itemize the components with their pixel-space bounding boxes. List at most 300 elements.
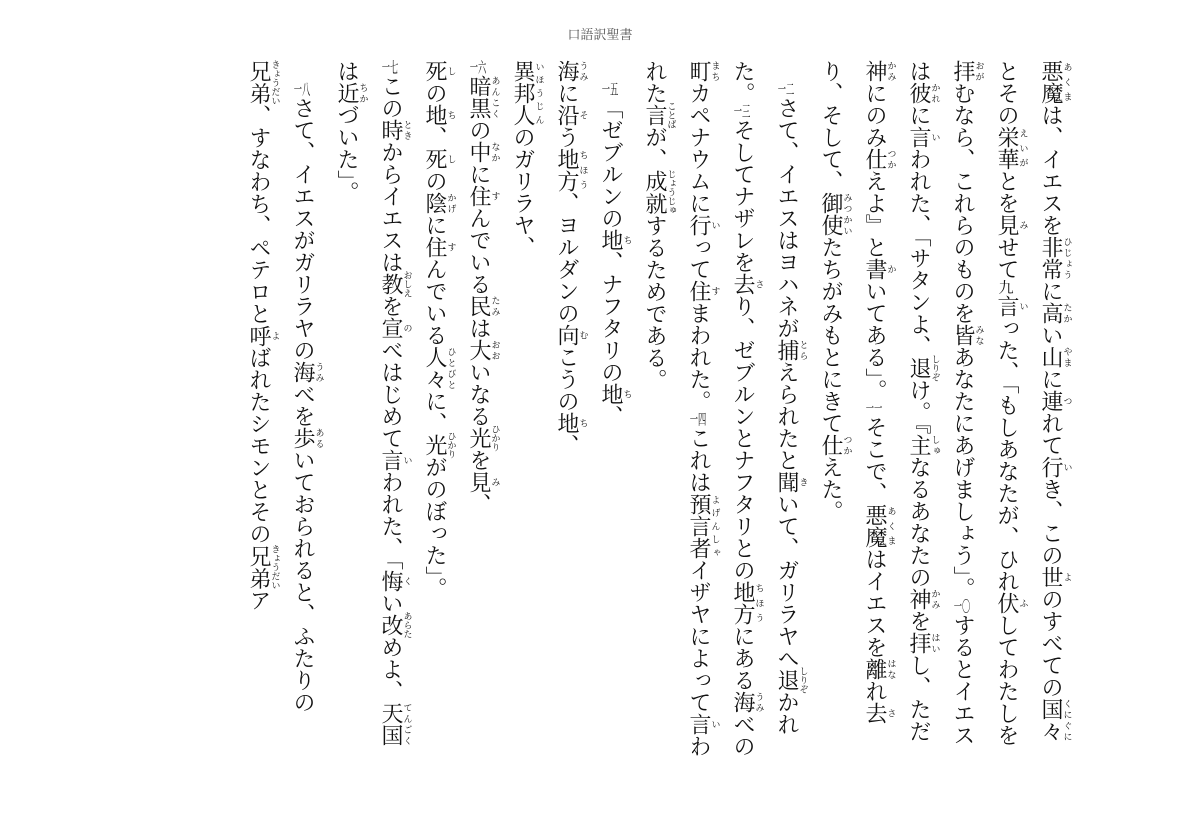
- text-run: 、: [554, 434, 579, 456]
- ruby-reading: よ: [269, 324, 280, 347]
- text-run: 、: [422, 126, 447, 148]
- text-run: ばれたシモンとその: [246, 346, 271, 545]
- text-run: を: [378, 295, 403, 317]
- ruby-base: 聞: [774, 471, 799, 493]
- text-run: んでいる: [422, 258, 447, 346]
- text-run: この: [378, 75, 403, 119]
- verse-number: 一三: [733, 104, 751, 119]
- ruby-reading: うみ: [753, 691, 764, 713]
- ruby-base: 去: [862, 702, 887, 724]
- ruby-base: 神: [862, 60, 887, 82]
- text-run: とを: [994, 170, 1019, 214]
- ruby-reading: す: [709, 280, 720, 302]
- ruby-reading: なか: [489, 141, 500, 163]
- text-run: するとイエスは: [906, 60, 975, 746]
- ruby-base: 光: [466, 424, 491, 452]
- ruby-reading: かみ: [885, 60, 896, 82]
- ruby-reading: そ: [577, 104, 588, 126]
- ruby-base: 書: [862, 258, 887, 280]
- ruby-base: 近: [334, 82, 359, 104]
- ruby-base: 見: [466, 471, 491, 493]
- text-run: してわたしを: [994, 614, 1019, 746]
- text-run: べはじめて: [378, 339, 403, 449]
- text-run: [290, 60, 315, 82]
- ruby-reading: み: [1017, 214, 1028, 236]
- paragraph: [236, 60, 324, 760]
- ruby-reading: よ: [1061, 566, 1072, 588]
- text-run: に、: [422, 390, 447, 434]
- ruby-word: [378, 317, 412, 339]
- ruby-word: [994, 214, 1028, 236]
- ruby-word: [422, 60, 456, 82]
- ruby-reading: たみ: [489, 295, 500, 317]
- text-run: われた、「: [378, 471, 403, 570]
- ruby-base: 地: [554, 412, 579, 434]
- ruby-reading: い: [401, 449, 412, 471]
- text-run: がのぼった」。: [422, 456, 447, 599]
- text-run: き、この: [1038, 478, 1063, 566]
- text-run: [598, 60, 623, 82]
- ruby-word: [906, 632, 940, 654]
- ruby-word: [466, 424, 500, 452]
- text-run: かれた。: [730, 60, 799, 735]
- ruby-reading: ちほう: [753, 581, 764, 625]
- text-run: カペナウムに: [686, 82, 711, 214]
- ruby-reading: かみ: [929, 588, 940, 610]
- ruby-reading: ひかり: [489, 424, 500, 452]
- text-run: は、イエスを: [1038, 104, 1063, 236]
- ruby-word: [906, 588, 940, 610]
- ruby-reading: とき: [401, 119, 412, 141]
- verse-number: 一五: [601, 82, 619, 97]
- ruby-base: 中: [466, 141, 491, 163]
- ruby-reading: ちほう: [577, 148, 588, 192]
- ruby-reading: おしえ: [401, 270, 412, 298]
- ruby-base: 非常: [1038, 236, 1063, 280]
- ruby-reading: す: [445, 236, 456, 258]
- text-run: り、そして、: [818, 60, 843, 192]
- ruby-reading: ち: [445, 104, 456, 126]
- text-run: んでいる: [466, 207, 491, 295]
- ruby-word: [730, 273, 764, 295]
- text-run: イザヤによって: [686, 559, 711, 713]
- ruby-base: 悔: [378, 570, 403, 592]
- ruby-base: 死: [422, 148, 447, 170]
- ruby-word: [334, 82, 368, 104]
- ruby-word: [422, 236, 456, 258]
- paragraph: [808, 60, 1072, 760]
- ruby-word: [686, 60, 720, 82]
- ruby-reading: ち: [621, 229, 632, 251]
- text-run: とその: [994, 60, 1019, 126]
- ruby-word: [906, 82, 940, 104]
- ruby-word: [994, 295, 1028, 317]
- ruby-reading: い: [709, 214, 720, 236]
- text-run: なるあなたの: [906, 456, 931, 588]
- ruby-reading: む: [577, 324, 588, 346]
- ruby-word: [466, 339, 500, 361]
- text-run: さて、イエスがガリラヤの: [290, 97, 315, 361]
- paragraph: [456, 60, 500, 760]
- ruby-reading: みつかい: [841, 192, 852, 236]
- ruby-word: [730, 581, 764, 625]
- ruby-reading: かれ: [929, 82, 940, 104]
- ruby-word: [862, 60, 896, 82]
- text-run: 、ヨルダンの: [554, 192, 579, 324]
- ruby-base: 栄華: [994, 126, 1019, 170]
- ruby-reading: てんごく: [401, 702, 412, 746]
- vertical-text-body: [112, 60, 1072, 760]
- ruby-reading: あくま: [885, 504, 896, 548]
- ruby-base: 地: [598, 383, 623, 405]
- ruby-base: 改: [378, 611, 403, 639]
- ruby-base: 住: [686, 280, 711, 302]
- ruby-reading: い: [929, 126, 940, 148]
- text-run: べの: [730, 713, 755, 757]
- ruby-base: 海: [554, 60, 579, 82]
- ruby-reading: うみ: [313, 361, 324, 383]
- ruby-base: 兄弟: [246, 544, 271, 590]
- paragraph: [632, 60, 808, 760]
- ruby-reading: やま: [1061, 346, 1072, 368]
- ruby-reading: はな: [885, 658, 896, 680]
- ruby-base: 陰: [422, 192, 447, 214]
- ruby-base: 向: [554, 324, 579, 346]
- ruby-base: 彼: [906, 82, 931, 104]
- text-run: れ: [862, 680, 887, 702]
- ruby-word: [1038, 302, 1072, 324]
- ruby-word: [554, 104, 588, 126]
- text-run: った、「もしあなたが、ひれ: [994, 317, 1019, 592]
- text-run: めよ、: [378, 636, 403, 702]
- text-run: そこで、: [862, 416, 887, 504]
- ruby-word: [862, 504, 896, 548]
- ruby-word: [774, 339, 808, 361]
- ruby-reading: し: [445, 148, 456, 170]
- ruby-reading: か: [885, 258, 896, 280]
- text-run: け。『: [906, 379, 931, 434]
- ruby-base: 行: [1038, 456, 1063, 478]
- verse-number: 九: [998, 280, 1014, 295]
- ruby-base: 町: [686, 60, 711, 82]
- verse-number: 一八: [293, 82, 311, 97]
- ruby-word: [378, 570, 412, 592]
- ruby-word: [862, 658, 896, 680]
- ruby-base: 地: [422, 104, 447, 126]
- ruby-word: [642, 101, 676, 129]
- ruby-base: 悪魔: [862, 504, 887, 548]
- ruby-reading: す: [489, 185, 500, 207]
- ruby-word: [378, 449, 412, 471]
- paragraph: [500, 60, 544, 760]
- ruby-word: [422, 346, 456, 390]
- ruby-base: 歩: [290, 427, 315, 449]
- ruby-word: [774, 666, 808, 694]
- ruby-word: [378, 119, 412, 141]
- text-run: に: [554, 82, 579, 104]
- text-run: べを: [290, 383, 315, 427]
- ruby-word: [994, 126, 1028, 170]
- ruby-reading: まち: [709, 60, 720, 82]
- text-run: はイエスを: [862, 548, 887, 658]
- ruby-word: [1038, 236, 1072, 280]
- ruby-word: [1038, 456, 1072, 478]
- ruby-word: [1038, 698, 1072, 742]
- ruby-base: 沿: [554, 104, 579, 126]
- text-run: あなたにあげましょう」。: [950, 346, 975, 599]
- ruby-word: [1038, 60, 1072, 104]
- ruby-word: [686, 214, 720, 236]
- ruby-reading: み: [489, 471, 500, 493]
- text-run: う: [554, 126, 579, 148]
- ruby-word: [730, 691, 764, 713]
- ruby-reading: とら: [797, 339, 808, 361]
- ruby-word: [510, 60, 544, 126]
- ruby-base: 地方: [730, 581, 755, 625]
- ruby-word: [422, 431, 456, 459]
- ruby-base: 言: [378, 449, 403, 471]
- ruby-word: [378, 611, 412, 639]
- ruby-reading: つか: [841, 434, 852, 456]
- text-run: を: [466, 449, 491, 471]
- ruby-word: [422, 104, 456, 126]
- ruby-reading: しりぞ: [797, 666, 808, 694]
- ruby-base: 兄弟: [246, 60, 271, 105]
- ruby-base: 退: [906, 354, 931, 382]
- ruby-reading: ち: [577, 412, 588, 434]
- ruby-base: 伏: [994, 592, 1019, 614]
- ruby-base: 時: [378, 119, 403, 141]
- ruby-reading: じょうじゅ: [665, 169, 676, 215]
- ruby-word: [862, 148, 896, 170]
- text-run: って: [686, 236, 711, 280]
- ruby-word: [246, 544, 280, 590]
- text-run: に: [466, 163, 491, 185]
- ruby-word: [1038, 346, 1072, 368]
- verse-number: 一七: [381, 60, 399, 75]
- text-run: こうの: [554, 346, 579, 412]
- ruby-base: 宣: [378, 317, 403, 339]
- ruby-reading: いほうじん: [533, 60, 544, 126]
- ruby-word: [466, 471, 500, 493]
- text-run: の: [422, 82, 447, 104]
- ruby-base: 異邦人: [510, 60, 535, 126]
- verse-number: 一〇: [953, 599, 971, 614]
- verse-number: 一六: [469, 60, 487, 75]
- ruby-base: 拝: [950, 60, 975, 82]
- ruby-reading: い: [1061, 456, 1072, 478]
- ruby-base: 住: [466, 185, 491, 207]
- ruby-word: [554, 148, 588, 192]
- ruby-word: [950, 60, 984, 82]
- ruby-word: [906, 434, 940, 456]
- ruby-word: [290, 361, 324, 383]
- paragraph: [412, 60, 456, 760]
- ruby-reading: あくま: [1061, 60, 1072, 104]
- ruby-base: 住: [422, 236, 447, 258]
- text-run: えた。: [818, 456, 843, 522]
- ruby-word: [818, 434, 852, 456]
- text-run: に: [422, 214, 447, 236]
- ruby-word: [554, 412, 588, 434]
- ruby-base: 離: [862, 658, 887, 680]
- text-run: 、: [466, 493, 491, 515]
- ruby-word: [906, 354, 940, 382]
- ruby-base: 去: [730, 273, 755, 295]
- ruby-base: 教: [378, 270, 403, 298]
- text-run: えられたと: [774, 361, 799, 471]
- paragraph: [588, 60, 632, 760]
- ruby-word: [378, 270, 412, 298]
- ruby-word: [246, 324, 280, 347]
- text-run: われた: [642, 60, 711, 757]
- text-run: からイエスは: [378, 141, 403, 273]
- ruby-reading: ちか: [357, 82, 368, 104]
- ruby-reading: たか: [1061, 302, 1072, 324]
- text-run: は: [334, 60, 359, 82]
- ruby-word: [554, 324, 588, 346]
- ruby-reading: きょうだい: [269, 544, 280, 590]
- ruby-base: 成就: [642, 169, 667, 215]
- text-run: われた、「サタンよ、: [906, 148, 931, 357]
- ruby-base: 民: [466, 295, 491, 317]
- paragraph: [544, 60, 588, 760]
- text-run: にのみ: [862, 82, 887, 148]
- ruby-reading: よげんしゃ: [709, 493, 720, 559]
- ruby-word: [1038, 566, 1072, 588]
- ruby-base: 人々: [422, 346, 447, 390]
- ruby-word: [422, 192, 456, 214]
- ruby-base: 死: [422, 60, 447, 82]
- ruby-reading: あんこく: [489, 75, 500, 119]
- ruby-base: 見: [994, 214, 1019, 236]
- ruby-base: 高: [1038, 302, 1063, 324]
- text-run: に: [906, 104, 931, 126]
- ruby-reading: ひとびと: [445, 346, 456, 390]
- ruby-word: [686, 280, 720, 302]
- text-run: を: [906, 610, 931, 632]
- text-run: し、ただ: [906, 654, 931, 742]
- text-run: [774, 60, 799, 82]
- text-run: むなら、これらのものを: [950, 82, 975, 324]
- text-run: に: [1038, 280, 1063, 302]
- ruby-base: 海: [290, 361, 315, 383]
- text-run: り、ゼブルンとナフタリとの: [730, 295, 755, 581]
- ruby-word: [906, 126, 940, 148]
- text-run: い: [378, 592, 403, 614]
- ruby-word: [290, 427, 324, 449]
- text-run: 「ゼブルンの: [598, 97, 623, 229]
- ruby-word: [686, 713, 720, 735]
- text-run: 、: [598, 405, 623, 427]
- ruby-reading: みな: [973, 324, 984, 346]
- ruby-base: 天国: [378, 702, 403, 746]
- text-run: 、ナフタリの: [598, 251, 623, 383]
- text-run: いて、ガリラヤへ: [774, 493, 799, 669]
- ruby-word: [862, 702, 896, 724]
- ruby-word: [1038, 390, 1072, 412]
- ruby-reading: えいが: [1017, 126, 1028, 170]
- ruby-reading: きょうだい: [269, 60, 280, 105]
- ruby-word: [598, 229, 632, 251]
- text-run: づいた」。: [334, 104, 359, 203]
- ruby-word: [862, 258, 896, 280]
- ruby-reading: さ: [885, 702, 896, 724]
- ruby-word: [774, 471, 808, 493]
- ruby-reading: かげ: [445, 192, 456, 214]
- text-run: まわれた。: [686, 302, 711, 412]
- ruby-word: [378, 702, 412, 746]
- ruby-reading: おお: [489, 339, 500, 361]
- ruby-reading: ふ: [1017, 592, 1028, 614]
- ruby-reading: ある: [313, 427, 324, 449]
- ruby-reading: くにぐに: [1061, 698, 1072, 742]
- text-run: が、: [642, 126, 667, 170]
- ruby-word: [422, 148, 456, 170]
- ruby-base: 光: [422, 431, 447, 459]
- ruby-base: 神: [906, 588, 931, 610]
- ruby-base: 言: [686, 713, 711, 735]
- ruby-word: [554, 60, 588, 82]
- ruby-reading: つ: [1061, 390, 1072, 412]
- ruby-word: [466, 141, 500, 163]
- ruby-base: 預言者: [686, 493, 711, 559]
- text-run: ア: [246, 589, 271, 612]
- ruby-base: 仕: [818, 434, 843, 456]
- text-run: のすべての: [1038, 588, 1063, 698]
- text-run: に: [1038, 368, 1063, 390]
- ruby-base: 退: [774, 666, 799, 694]
- ruby-reading: し: [445, 60, 456, 82]
- ruby-base: 主: [906, 434, 931, 456]
- ruby-word: [642, 169, 676, 215]
- text-run: れて: [1038, 412, 1063, 456]
- ruby-word: [466, 185, 500, 207]
- text-run: さて、イエスはヨハネが: [774, 97, 799, 339]
- ruby-reading: つか: [885, 148, 896, 170]
- text-run: の: [422, 170, 447, 192]
- ruby-base: 国々: [1038, 698, 1063, 742]
- ruby-base: 言: [642, 101, 667, 129]
- ruby-reading: はい: [929, 632, 940, 654]
- ruby-reading: ことば: [665, 101, 676, 129]
- text-run: えよ』と: [862, 170, 887, 258]
- ruby-reading: しゅ: [929, 434, 940, 456]
- ruby-base: 暗黒: [466, 75, 491, 119]
- ruby-base: 呼: [246, 324, 271, 347]
- ruby-reading: おが: [973, 60, 984, 82]
- ruby-base: 皆: [950, 324, 975, 346]
- ruby-base: 行: [686, 214, 711, 236]
- text-run: これは: [686, 427, 711, 493]
- ruby-base: 山: [1038, 346, 1063, 368]
- ruby-word: [466, 295, 500, 317]
- ruby-base: 地: [598, 229, 623, 251]
- verse-number: 一一: [865, 401, 883, 416]
- ruby-base: 捕: [774, 339, 799, 361]
- ruby-reading: い: [1017, 295, 1028, 317]
- text-run: するためである。: [642, 214, 667, 391]
- ruby-word: [246, 60, 280, 105]
- ruby-reading: き: [797, 471, 808, 493]
- text-run: は: [466, 317, 491, 339]
- ruby-word: [994, 592, 1028, 614]
- ruby-base: 御使: [818, 192, 843, 236]
- text-run: たちがみもとにきて: [818, 236, 843, 434]
- ruby-base: 仕: [862, 148, 887, 170]
- ruby-word: [466, 75, 500, 119]
- text-run: のガリラヤ、: [510, 126, 535, 258]
